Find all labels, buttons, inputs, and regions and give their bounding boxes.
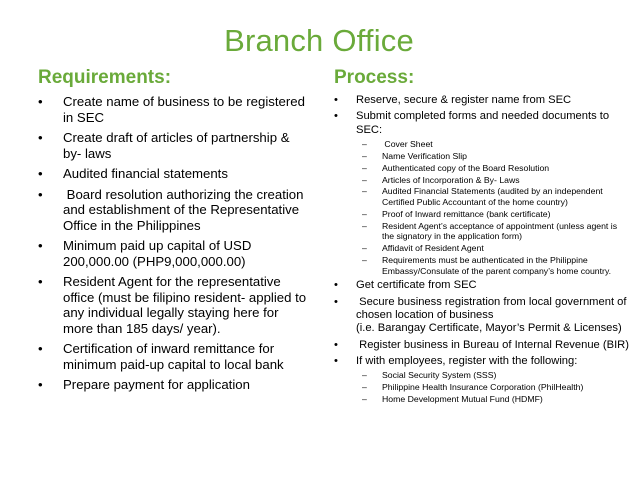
- process-step: [334, 110, 630, 276]
- process-step-text: Reserve, secure & register name from SEC: [356, 94, 572, 106]
- sec-document-item: [356, 175, 630, 186]
- bullet-icon: •: [38, 341, 43, 356]
- bullet-icon: •: [38, 238, 43, 253]
- process-step-text: Submit completed forms and needed documents to SEC:: [356, 110, 610, 136]
- sec-document-item: [356, 139, 630, 150]
- process-step-note: (i.e. Barangay Certificate, Mayor’s Permit & Licenses): [356, 322, 622, 335]
- sec-document-text: Authenticated copy of the Board Resolution: [382, 162, 550, 173]
- dash-icon: –: [362, 208, 367, 219]
- dash-icon: –: [362, 186, 367, 197]
- agency-item: [356, 382, 630, 393]
- sec-document-item: [356, 209, 630, 220]
- sec-document-text: Cover Sheet: [382, 138, 433, 149]
- agency-text: Philippine Health Insurance Corporation (PhilHealth): [382, 382, 584, 393]
- dash-icon: –: [362, 150, 367, 161]
- agency-text: Social Security System (SSS): [382, 370, 497, 381]
- sec-documents-list: [356, 139, 630, 277]
- process-list: [334, 94, 630, 408]
- sec-document-item: [356, 163, 630, 174]
- dash-icon: –: [362, 393, 367, 404]
- bullet-icon: •: [38, 274, 43, 289]
- dash-icon: –: [362, 162, 367, 173]
- sec-document-text: Articles of Incorporation & By- Laws: [382, 174, 520, 185]
- requirement-text: Certification of inward remittance for minimum paid-up capital to local bank: [63, 341, 284, 372]
- process-step: [334, 296, 630, 336]
- sec-document-text: Audited Financial Statements (audited by an independent Certified Public Accountant of the home country): [382, 186, 603, 208]
- process-step: [334, 279, 630, 292]
- dash-icon: –: [362, 220, 367, 231]
- requirement-text: Audited financial statements: [63, 166, 228, 181]
- requirement-text: Board resolution authorizing the creation and establishment of the Representative Office in the Philippines: [63, 186, 308, 233]
- process-step-text: Secure business registration from local government of chosen location of business: [356, 295, 630, 321]
- sec-document-item: [356, 243, 630, 254]
- requirements-list: [38, 94, 308, 398]
- sec-document-item: [356, 221, 630, 242]
- sec-document-text: Proof of Inward remittance (bank certificate): [382, 208, 551, 219]
- dash-icon: –: [362, 243, 367, 254]
- sec-document-text: Affidavit of Resident Agent: [382, 243, 484, 254]
- sec-document-item: [356, 151, 630, 162]
- sec-document-text: Requirements must be authenticated in the Philippine Embassy/Consulate of the parent company’s home country.: [382, 255, 612, 276]
- process-step: [334, 94, 630, 107]
- process-step-text: Register business in Bureau of Internal Revenue (BIR): [356, 338, 629, 351]
- bullet-icon: •: [334, 110, 338, 123]
- process-step-text: Get certificate from SEC: [356, 279, 477, 292]
- sec-document-text: Resident Agent’s acceptance of appointment (unless agent is the signatory in the application form): [382, 220, 618, 242]
- agency-item: [356, 394, 630, 405]
- requirement-text: Prepare payment for application: [63, 377, 250, 392]
- bullet-icon: •: [334, 354, 338, 367]
- bullet-icon: •: [334, 279, 338, 292]
- dash-icon: –: [362, 370, 367, 381]
- requirement-item: [38, 94, 308, 125]
- dash-icon: –: [362, 382, 367, 393]
- process-step: [334, 339, 630, 352]
- requirement-item: [38, 377, 308, 393]
- sec-document-text: Name Verification Slip: [382, 150, 467, 161]
- agency-text: Home Development Mutual Fund (HDMF): [382, 393, 543, 404]
- process-step-text: If with employees, register with the following:: [356, 354, 578, 367]
- agency-list: [356, 370, 630, 404]
- requirement-item: [38, 341, 308, 372]
- process-step: [334, 355, 630, 405]
- bullet-icon: •: [38, 186, 43, 202]
- slide-title: Branch Office: [224, 23, 414, 58]
- agency-item: [356, 370, 630, 381]
- requirement-item: [38, 130, 308, 161]
- bullet-icon: •: [334, 94, 338, 106]
- requirements-heading: Requirements:: [38, 67, 172, 88]
- requirement-text: Create name of business to be registered in SEC: [63, 94, 305, 125]
- dash-icon: –: [362, 174, 367, 185]
- bullet-icon: •: [38, 166, 43, 181]
- process-heading: Process:: [334, 67, 415, 88]
- dash-icon: –: [362, 255, 367, 266]
- requirement-item: [38, 166, 308, 182]
- bullet-icon: •: [38, 130, 43, 145]
- requirement-item: [38, 187, 308, 234]
- bullet-icon: •: [38, 94, 43, 109]
- bullet-icon: •: [38, 377, 43, 392]
- bullet-icon: •: [334, 295, 338, 308]
- requirement-text: Resident Agent for the representative office (must be filipino resident- applied to any individual legally staying here for more than 185 days/ year).: [63, 274, 307, 336]
- requirement-text: Create draft of articles of partnership & by- laws: [63, 130, 290, 161]
- bullet-icon: •: [334, 338, 338, 351]
- sec-document-item: [356, 186, 630, 207]
- sec-document-item: [356, 255, 630, 276]
- requirement-text: Minimum paid up capital of USD 200,000.00 (PHP9,000,000.00): [63, 238, 252, 269]
- dash-icon: –: [362, 138, 367, 149]
- requirement-item: [38, 238, 308, 269]
- requirement-item: [38, 274, 308, 336]
